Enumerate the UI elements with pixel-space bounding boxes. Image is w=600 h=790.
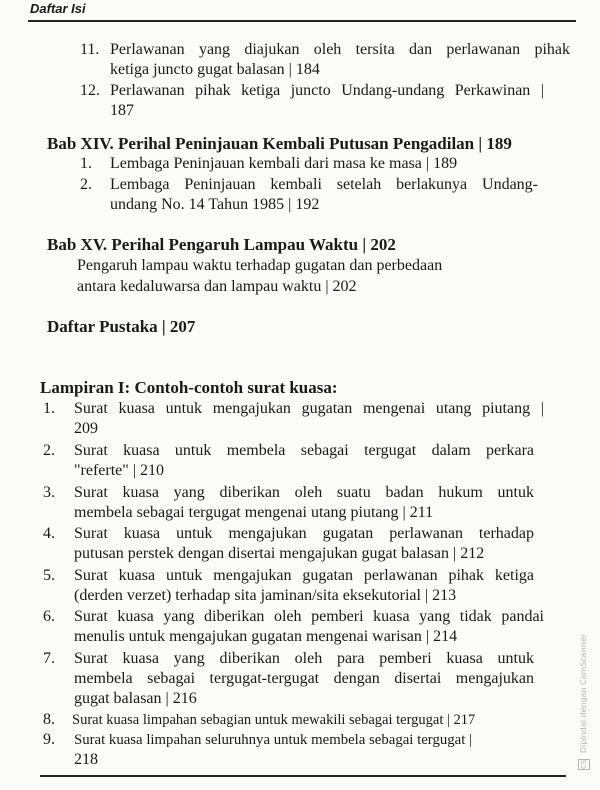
toc-entry-line: 218 — [74, 751, 98, 768]
chapter-heading: Bab XIV. Perihal Peninjauan Kembali Putusan Pengadilan | 189 — [47, 134, 512, 153]
toc-entry-line: (derden verzet) terhadap sita jaminan/sita eksekutorial | 213 — [74, 587, 457, 604]
toc-entry-line: 187 — [110, 102, 134, 119]
item-number: 1. — [43, 400, 55, 417]
running-header — [28, 0, 576, 22]
item-number: 7. — [43, 650, 55, 667]
footer-rule — [40, 775, 566, 777]
toc-entry-line: Pengaruh lampau waktu terhadap gugatan dan perbedaan — [77, 257, 443, 274]
item-number: 4. — [43, 525, 55, 542]
bibliography-heading: Daftar Pustaka | 207 — [47, 317, 196, 336]
toc-entry-line: Lembaga Peninjauan kembali setelah berlakunya Undang- — [110, 176, 538, 193]
toc-entry-line: Surat kuasa untuk mengajukan gugatan perlawanan pihak ketiga — [74, 567, 534, 584]
toc-entry-line: Surat kuasa yang diberikan oleh para pemberi kuasa untuk — [74, 650, 534, 667]
toc-entry-line: Surat kuasa untuk mengajukan gugatan mengenai utang piutang | — [74, 400, 544, 417]
item-number: 11. — [80, 41, 100, 58]
toc-entry-line: 209 — [74, 420, 98, 437]
item-number: 3. — [43, 484, 55, 501]
item-number: 5. — [43, 567, 55, 584]
toc-entry-line: Surat kuasa untuk mengajukan gugatan perlawanan terhadap — [74, 525, 534, 542]
toc-entry-line: Perlawanan pihak ketiga juncto Undang-undang Perkawinan | — [110, 82, 544, 99]
watermark-text: Dipindai dengan CamScanner — [579, 633, 588, 754]
item-number: 8. — [43, 711, 55, 728]
toc-entry-line: Perlawanan yang diajukan oleh tersita dan perlawanan pihak — [110, 41, 570, 58]
toc-entry-line: membela sebagai tergugat-tergugat dengan disertai mengajukan — [74, 670, 534, 687]
item-number: 2. — [80, 176, 92, 193]
item-number: 2. — [43, 442, 55, 459]
toc-entry-line: membela sebagai tergugat mengenai utang piutang | 211 — [74, 504, 434, 521]
toc-entry-line: Surat kuasa untuk membela sebagai tergugat dalam perkara — [74, 442, 534, 459]
toc-entry-line: Surat kuasa limpahan seluruhnya untuk membela sebagai tergugat | — [74, 732, 472, 748]
item-number: 6. — [43, 608, 55, 625]
toc-entry-line: antara kedaluwarsa dan lampau waktu | 202 — [77, 278, 357, 295]
toc-entry-line: Surat kuasa yang diberikan oleh suatu badan hukum untuk — [74, 484, 534, 501]
toc-entry-line: ketiga juncto gugat balasan | 184 — [110, 61, 320, 78]
item-number: 1. — [80, 155, 92, 172]
camscanner-logo-icon: CS — [580, 759, 588, 769]
appendix-heading: Lampiran I: Contoh-contoh surat kuasa: — [40, 378, 338, 397]
toc-entry-line: Lembaga Peninjauan kembali dari masa ke masa | 189 — [110, 155, 458, 172]
item-number: 12. — [80, 82, 100, 99]
chapter-heading: Bab XV. Perihal Pengaruh Lampau Waktu | 202 — [47, 235, 396, 254]
toc-entry-line: Surat kuasa yang diberikan oleh pemberi kuasa yang tidak pandai — [74, 608, 544, 625]
toc-entry-line: gugat balasan | 216 — [74, 690, 197, 707]
toc-entry-line: putusan perstek dengan disertai mengajukan gugat balasan | 212 — [74, 545, 485, 562]
header-title: Daftar Isi — [30, 1, 86, 16]
toc-entry-line: menulis untuk mengajukan gugatan mengenai warisan | 214 — [74, 628, 458, 645]
toc-entry-line: undang No. 14 Tahun 1985 | 192 — [110, 196, 320, 213]
scanner-watermark — [578, 620, 592, 770]
toc-entry-line: Surat kuasa limpahan sebagian untuk mewakili sebagai tergugat | 217 — [72, 712, 476, 728]
toc-entry-line: "referte" | 210 — [74, 462, 164, 479]
item-number: 9. — [43, 731, 55, 748]
